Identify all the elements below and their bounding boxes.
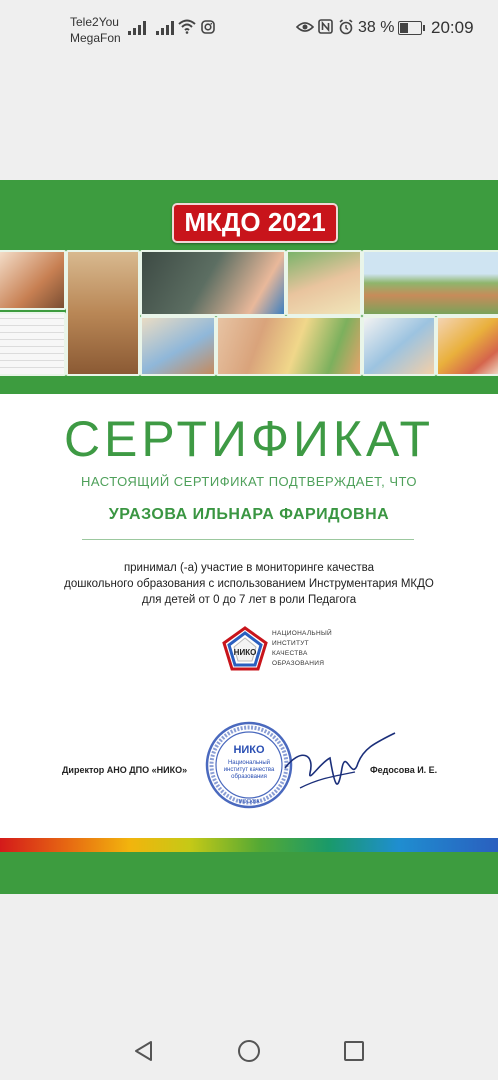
eye-icon [296,21,314,33]
back-icon[interactable] [129,1036,159,1066]
nfc-icon [318,19,333,34]
header-band [0,180,498,394]
signal-icon [156,19,174,35]
status-bar [0,0,498,48]
battery-percentage: 38 % [358,19,395,36]
clock: 20:09 [431,18,474,37]
stamp-line: институт качества [223,767,275,773]
mkdo-logo: МКДО 2021 [172,203,338,243]
photo-playground [362,250,498,316]
signal-icon [128,19,146,35]
photo-children-at-table [0,250,66,310]
body-line: принимал (-а) участие в мониторинге качества [123,562,375,574]
certificate-title: СЕРТИФИКАТ [63,411,435,467]
institute-line: НАЦИОНАЛЬНЫЙ [272,630,332,637]
footer-band [0,852,498,894]
director-title: Директор АНО ДПО «НИКО» [62,765,188,775]
recents-icon[interactable] [339,1036,369,1066]
battery-icon [398,21,422,35]
photo-kids-group [436,316,498,376]
niko-logo-icon [222,626,268,672]
carrier-name-2: MegaFon [70,31,121,45]
rainbow-stripe [0,838,498,852]
certificate-body [0,560,498,608]
body-line: дошкольного образования с использованием Инструментария МКДО [64,578,434,590]
photo-documents [0,312,66,376]
institute-line: ОБРАЗОВАНИЯ [272,660,325,667]
photo-children-drawing [362,316,436,376]
stamp-line: Национальный [227,760,271,766]
photo-child-at-chalkboard [140,250,286,316]
stamp-line: образования [231,774,267,780]
alarm-icon [338,19,354,35]
photo-teacher-with-children [216,316,362,376]
home-icon[interactable] [234,1036,264,1066]
navigation-bar [0,1020,498,1080]
niko-logo-text: НИКО [233,648,257,657]
certificate-image [0,180,498,894]
director-name: Федосова И. Е. [370,765,438,775]
recipient-name: УРАЗОВА ИЛЬНАРА ФАРИДОВНА [108,506,390,523]
institute-name [272,629,332,669]
certificate-subtitle: НАСТОЯЩИЙ СЕРТИФИКАТ ПОДТВЕРЖДАЕТ, ЧТО [80,474,417,489]
photo-child-playing [140,316,216,376]
photo-smiling-child [286,250,362,316]
photo-child-on-stairs [66,250,140,376]
stamp-city: МОСКВА [238,799,260,805]
institute-line: КАЧЕСТВА [272,650,308,657]
institute-line: ИНСТИТУТ [272,640,309,647]
carrier-name-1: Tele2You [70,15,119,29]
divider [82,539,414,540]
stamp-title: НИКО [233,744,265,756]
wifi-icon [178,19,196,34]
body-line: для детей от 0 до 7 лет в роли Педагога [141,594,357,606]
instagram-icon [201,20,215,34]
